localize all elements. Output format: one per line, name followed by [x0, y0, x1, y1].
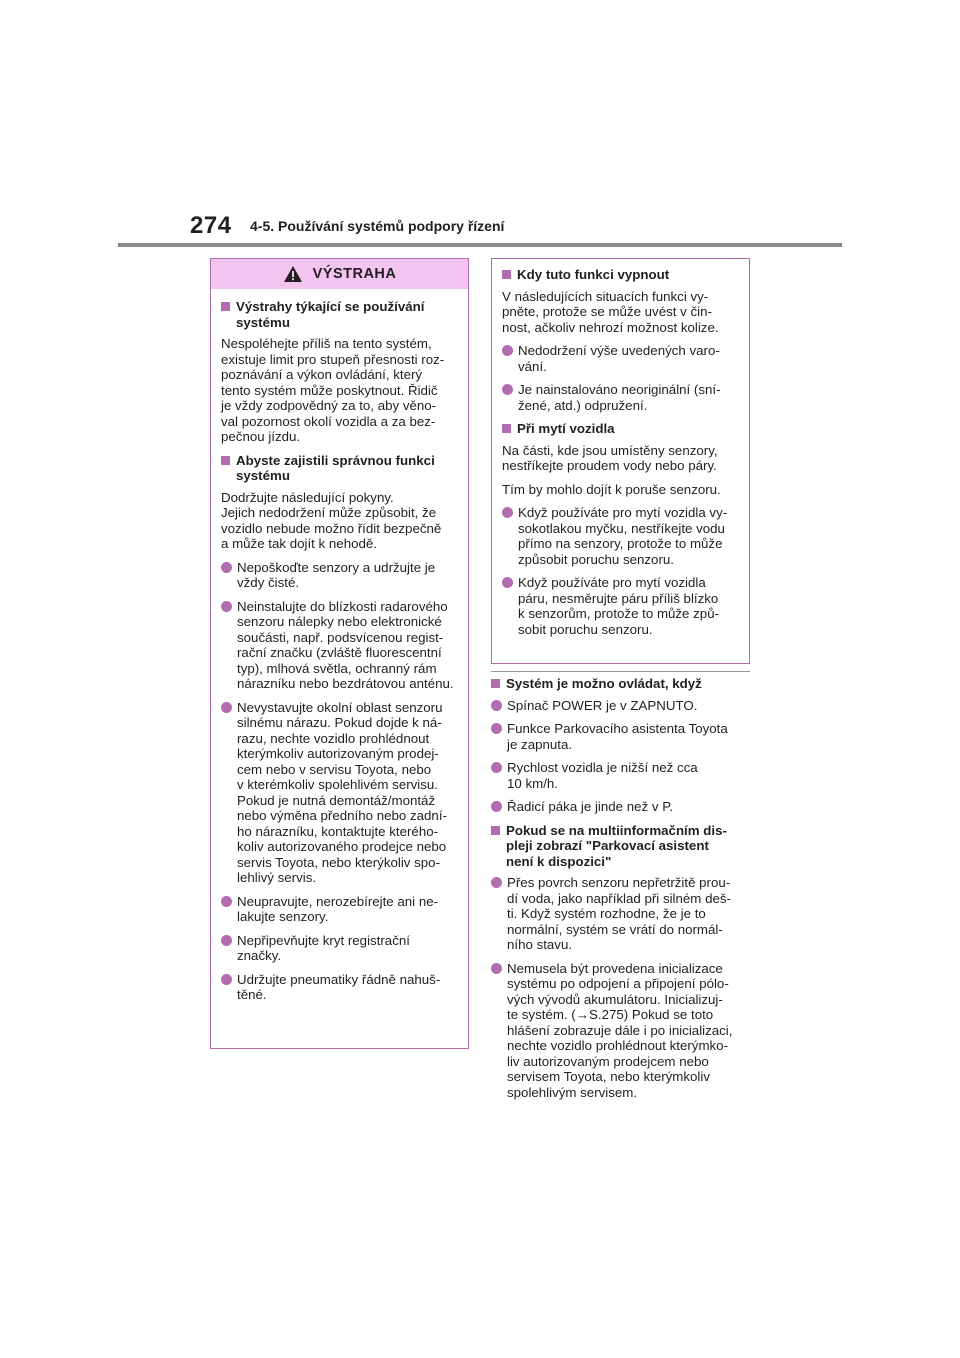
- list-item-text: Když používáte pro mytí vozidla páru, nesměrujte páru příliš blízko k senzorům, protože to může způ- sobit poruchu senzoru.: [518, 575, 720, 637]
- square-bullet-icon: [491, 826, 500, 835]
- warning-heading-function: [221, 453, 458, 484]
- list-item: [491, 875, 750, 953]
- warning-heading-usage: [221, 299, 458, 330]
- warning-paragraph-usage: Nespoléhejte příliš na tento systém, existuje limit pro stupeň přesnosti roz- poznávání a výkon ovládání, který tento systém může poskytnout. Řidič je vždy zodpovědný za to, aby věno- val pozornost okolí vozidla a za bez- pečnou jízdu.: [221, 336, 445, 444]
- list-item-text: Přes povrch senzoru nepřetržitě prou- dí voda, jako například při silném deš- ti. Když systém rozhodne, že je to normální, systém se vrátí do normál- ního stavu.: [507, 875, 731, 952]
- square-bullet-icon: [502, 270, 511, 279]
- list-item-text: Spínač POWER je v ZAPNUTO.: [507, 697, 698, 713]
- heading-text: Kdy tuto funkci vypnout: [517, 267, 670, 282]
- list-item-text: Řadicí páka je jinde než v P.: [507, 799, 674, 814]
- list-item: [221, 894, 458, 925]
- list-item: [502, 382, 739, 413]
- heading-text: Pokud se na multiinformačním dis- pleji zobrazí "Parkovací asistent není k dispozici": [506, 822, 727, 869]
- warning-box: [210, 258, 469, 1049]
- list-item-text: Nepoškoďte senzory a udržujte je vždy čisté.: [237, 559, 436, 590]
- bullet-dot-icon: [221, 974, 232, 985]
- list-item-text: Neupravujte, nerozebírejte ani ne- lakujte senzory.: [237, 893, 439, 924]
- list-item-text: Nemusela být provedena inicializace systému po odpojení a připojení pólo- vých vývodů akumulátoru. Inicializuj- te systém. (→S.275) Pokud se toto hlášení zobrazuje dále i po inicializaci, nechte vozidlo prohlédnout kterýmko- liv autorizovaným prodejcem nebo servisem Toyota, nebo kterýmkoliv spolehlivým servisem.: [507, 960, 733, 1100]
- bullet-dot-icon: [491, 963, 502, 974]
- bullet-dot-icon: [221, 896, 232, 907]
- square-bullet-icon: [491, 679, 500, 688]
- main-column: [491, 671, 750, 1108]
- list-item-text: Funkce Parkovacího asistenta Toyota je zapnuta.: [507, 721, 728, 752]
- list-item-text: Udržujte pneumatiky řádně nahuš- těné.: [237, 971, 441, 1002]
- bullet-dot-icon: [491, 801, 502, 812]
- list-item: [491, 760, 750, 791]
- bullet-dot-icon: [221, 601, 232, 612]
- list-item: [221, 599, 458, 692]
- warning-triangle-icon: [283, 265, 303, 283]
- bullet-dot-icon: [491, 877, 502, 888]
- bullet-dot-icon: [221, 702, 232, 713]
- square-bullet-icon: [221, 302, 230, 311]
- list-item-text: Neinstalujte do blízkosti radarového senzoru nálepky nebo elektronické součásti, např. podsvícenou regist- rační značku (zvláště fluorescentní typ), mlhová světla, ochranný rám nárazníku nebo bezdrátovou anténu.: [237, 598, 454, 691]
- page-number: 274: [190, 212, 232, 239]
- note-paragraph-disable: V následujících situacích funkci vy- pněte, protože se může uvést v čin- nost, ačkoliv nehrozí možnost kolize.: [502, 288, 719, 335]
- heading-text: Při mytí vozidla: [517, 421, 615, 436]
- warning-header: [211, 259, 468, 289]
- list-item: [502, 505, 739, 567]
- header-divider: [118, 243, 842, 247]
- list-item: [491, 721, 750, 752]
- bullet-dot-icon: [502, 577, 513, 588]
- bullet-dot-icon: [491, 762, 502, 773]
- bullet-dot-icon: [502, 507, 513, 518]
- bullet-dot-icon: [221, 562, 232, 573]
- list-item-text: Když používáte pro mytí vozidla vy- sokotlakou myčku, nestříkejte vodu přímo na senzory, protože to může způsobit poruchu senzoru.: [518, 505, 728, 567]
- list-item: [491, 698, 750, 714]
- note-heading-washing: [502, 421, 739, 437]
- heading-text: Systém je možno ovládat, když: [506, 676, 702, 691]
- list-item: [221, 972, 458, 1003]
- list-item: [502, 575, 739, 637]
- square-bullet-icon: [221, 456, 230, 465]
- list-item: [221, 933, 458, 964]
- warning-paragraph-function: Dodržujte následující pokyny. Jejich nedodržení může způsobit, že vozidlo nebude možno řídit bezpečně a může tak dojít k nehodě.: [221, 489, 442, 551]
- list-item: [502, 343, 739, 374]
- bullet-dot-icon: [491, 723, 502, 734]
- warning-title: VÝSTRAHA: [312, 266, 397, 282]
- main-heading-unavailable: [491, 823, 750, 870]
- list-item: [221, 560, 458, 591]
- list-item-text: Nepřipevňujte kryt registrační značky.: [237, 932, 410, 963]
- note-box: [491, 258, 750, 664]
- list-item-text: Nedodržení výše uvedených varo- vání.: [518, 343, 720, 374]
- note-heading-disable: [502, 267, 739, 283]
- heading-text: Abyste zajistili správnou funkci systému: [236, 452, 435, 483]
- square-bullet-icon: [502, 424, 511, 433]
- section-title: 4-5. Používání systémů podpory řízení: [250, 218, 505, 234]
- note-paragraph-washing: Na části, kde jsou umístěny senzory, nestříkejte proudem vody nebo páry.: [502, 442, 718, 473]
- main-heading-operable: [491, 676, 750, 692]
- list-item-text: Je nainstalováno neoriginální (sní- žené, atd.) odpružení.: [518, 382, 721, 413]
- note-paragraph-malfunction: Tím by mohlo dojít k poruše senzoru.: [502, 481, 721, 497]
- heading-text: Výstrahy týkající se používání systému: [236, 299, 425, 330]
- column-divider: [491, 671, 750, 672]
- list-item: [221, 700, 458, 886]
- bullet-dot-icon: [502, 384, 513, 395]
- list-item-text: Nevystavujte okolní oblast senzoru silnému nárazu. Pokud dojde k ná- razu, nechte vozidlo prohlédnout kterýmkoliv autorizovaným prodej- cem nebo v servisu Toyota, nebo v kterémkoliv spolehlivém servisu. Pokud je nutná demontáž/montáž nebo výměna předního nebo zadní- ho nárazníku, kontaktujte kterého- koliv autorizovaného prodejce nebo servis Toyota, nebo kterýkoliv spo- lehlivý servis.: [237, 699, 447, 885]
- list-item-text: Rychlost vozidla je nižší než cca 10 km/h.: [507, 760, 698, 791]
- list-item: [491, 799, 750, 815]
- bullet-dot-icon: [502, 345, 513, 356]
- bullet-dot-icon: [221, 935, 232, 946]
- bullet-dot-icon: [491, 700, 502, 711]
- list-item: [491, 961, 750, 1101]
